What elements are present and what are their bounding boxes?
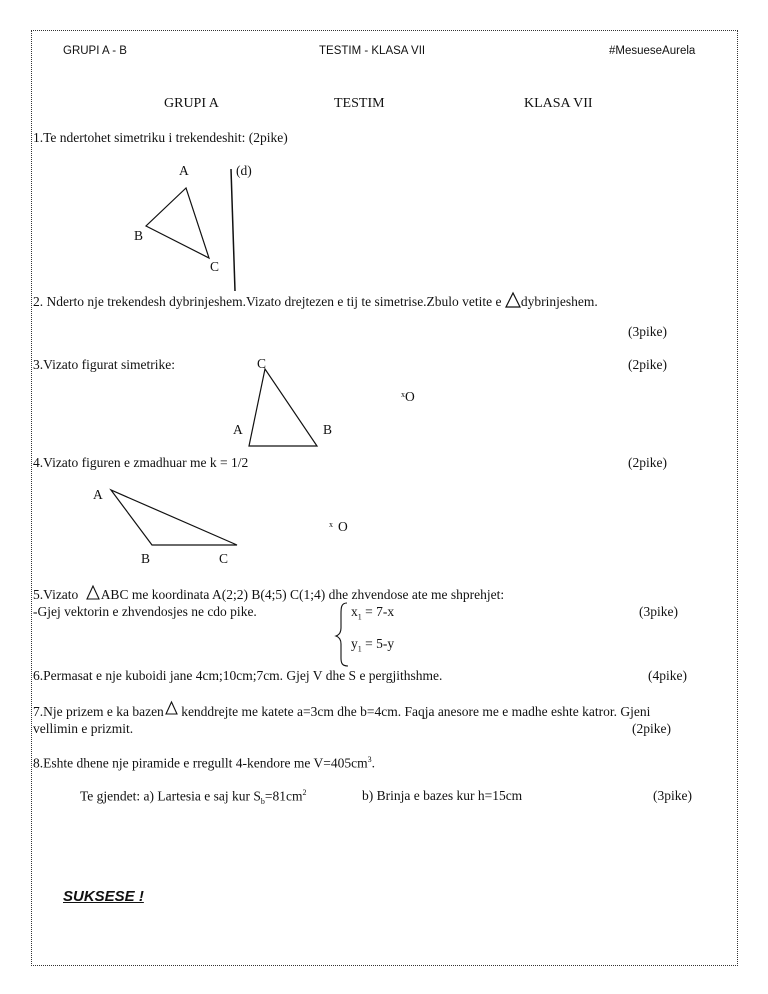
q2-text-a: 2. Nderto nje trekendesh dybrinjeshem.Vizato drejtezen e tij te simetrise.Zbulo vetite e (33, 294, 502, 309)
q8-end: . (371, 755, 376, 771)
q2-points: (3pike) (628, 324, 667, 339)
q5-points: (3pike) (639, 604, 678, 619)
q3-points: (2pike) (628, 357, 667, 372)
question-3: 3.Vizato figurat simetrike: (33, 357, 176, 372)
subheader-group: GRUPI A (164, 96, 219, 111)
q5-equation-x (351, 604, 394, 622)
q8-text-a: 8.Eshte dhene nje piramide e rregullt 4-kendore me V=405cm (33, 755, 368, 771)
q4-point-marker: x (329, 520, 333, 529)
q3-label-a: A (233, 422, 243, 437)
q4-label-a: A (93, 487, 103, 502)
question-8 (33, 755, 375, 772)
q7-line-2: vellimin e prizmit. (33, 721, 134, 736)
question-7 (33, 701, 650, 720)
q8-line2-sub: b (260, 797, 265, 807)
q5-text-b: ABC me koordinata A(2;2) B(4;5) C(1;4) dhe zhvendose ate me shprehjet: (100, 587, 505, 602)
q3-point-marker: x (401, 390, 405, 399)
q3-label-b: B (323, 422, 333, 437)
q1-label-d: (d) (236, 163, 252, 178)
q8-sup: 3 (367, 755, 372, 764)
q5-equation-y (351, 636, 394, 654)
subheader-test: TESTIM (334, 96, 385, 111)
triangle-symbol-icon (165, 701, 178, 716)
q7-points: (2pike) (632, 721, 671, 736)
q5-y-expr: = 5-y (365, 636, 395, 651)
q5-line-2: -Gjej vektorin e zhvendosjes ne cdo pike. (33, 604, 257, 619)
q4-points: (2pike) (628, 455, 667, 470)
header-left: GRUPI A - B (63, 45, 127, 57)
q8-line2-a: Te gjendet: a) Lartesia e saj kur S (80, 788, 261, 804)
q3-label-c: C (257, 356, 267, 371)
q5-x-sub: 1 (357, 612, 362, 622)
q7-text-a: 7.Nje prizem e ka bazen (33, 704, 164, 719)
q5-y-var: y (351, 636, 358, 651)
q8-points: (3pike) (653, 788, 692, 803)
q4-label-c: C (219, 551, 229, 566)
question-6: 6.Permasat e nje kuboidi jane 4cm;10cm;7cm. Gjej V dhe S e pergjithshme. (33, 668, 443, 683)
q5-text-a: 5.Vizato (33, 587, 79, 602)
q8-line2-sup: 2 (302, 788, 307, 797)
q4-label-o: O (338, 519, 348, 534)
header-center: TESTIM - KLASA VII (319, 45, 426, 57)
q1-label-c: C (210, 259, 220, 274)
q5-y-sub: 1 (357, 644, 362, 654)
q1-label-b: B (134, 228, 144, 243)
q7-text-b: kenddrejte me katete a=3cm dhe b=4cm. Faqja anesore me e madhe eshte katror. Gjeni (177, 704, 651, 719)
q8-line-2b: b) Brinja e bazes kur h=15cm (362, 788, 523, 803)
q2-text-b: dybrinjeshem. (520, 294, 598, 309)
footer-suksese: SUKSESE ! (63, 888, 144, 905)
q4-label-b: B (141, 551, 151, 566)
q5-x-expr: = 7-x (365, 604, 395, 619)
q6-points: (4pike) (648, 668, 687, 683)
question-1: 1.Te ndertohet simetriku i trekendeshit: (2pike) (33, 130, 288, 145)
q1-label-a: A (179, 163, 189, 178)
question-4: 4.Vizato figuren e zmadhuar me k = 1/2 (33, 455, 249, 470)
header-right: #MesueseAurela (609, 45, 696, 57)
q8-line2-b: =81cm (264, 788, 303, 804)
subheader-class: KLASA VII (524, 96, 593, 111)
q5-x-var: x (351, 604, 358, 619)
q3-label-o: O (405, 389, 415, 404)
q8-line-2a (80, 788, 306, 806)
